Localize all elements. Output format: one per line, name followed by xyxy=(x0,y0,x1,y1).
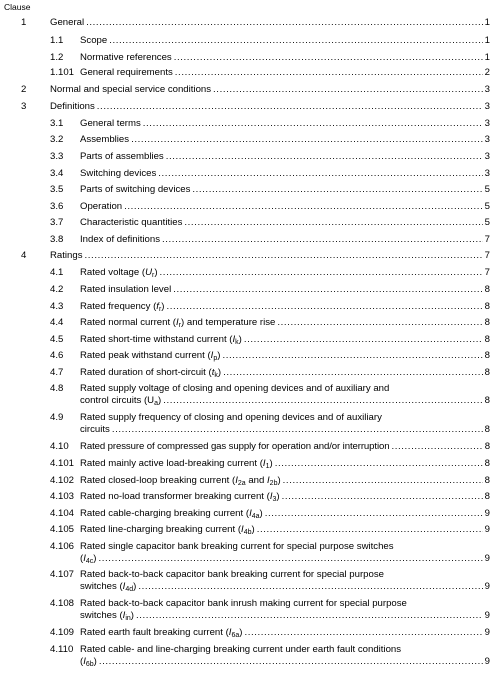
leader-dots xyxy=(138,581,482,593)
toc-entry-page: 9 xyxy=(484,552,490,564)
leader-dots xyxy=(277,317,482,329)
toc-entry-number: 4.108 xyxy=(50,598,75,609)
toc-entry-page: 5 xyxy=(484,201,490,212)
toc-entry-number: 3 xyxy=(21,101,27,112)
toc-entry-number: 1 xyxy=(21,17,27,28)
toc-entry-title: Rated closed-loop breaking current ($I_{2a}$ and $I_{2b}$) xyxy=(80,475,281,487)
leader-dots xyxy=(166,151,483,163)
toc-entry-page: 8 xyxy=(484,491,490,502)
toc-entry-number: 4.9 xyxy=(50,412,64,423)
toc-entry-page: 8 xyxy=(484,441,490,452)
leader-dots xyxy=(265,508,483,520)
leader-dots xyxy=(112,424,483,436)
toc-entry-page: 3 xyxy=(484,134,490,145)
leader-dots xyxy=(163,395,482,407)
toc-entry-page: 1 xyxy=(484,17,490,28)
leader-dots xyxy=(244,334,483,346)
leader-dots xyxy=(283,475,483,487)
toc-entry-title: Rated supply frequency of closing and opening devices and of auxiliary xyxy=(80,412,382,423)
toc-entry-title: Parts of switching devices xyxy=(80,184,191,195)
toc-entry-page: 3 xyxy=(484,118,490,129)
toc-entry-title: Rated cable- and line-charging breaking current under earth fault conditions xyxy=(80,644,402,655)
toc-entry-title: control circuits $(U_a)$ xyxy=(80,394,162,407)
toc-entry-number: 3.7 xyxy=(50,217,64,228)
toc-entry-title: Ratings xyxy=(50,250,83,261)
toc-entry-page: 7 xyxy=(484,234,490,245)
toc-entry-page: 9 xyxy=(484,627,490,638)
toc-entry-number: 4.6 xyxy=(50,350,64,361)
toc-entry-title: Scope xyxy=(80,35,108,46)
toc-entry-page: 3 xyxy=(484,168,490,179)
toc-entry-title: Normal and special service conditions xyxy=(50,84,212,95)
toc-entry-title: $(I_{4c})$ xyxy=(80,552,97,565)
toc-entry-number: 4.104 xyxy=(50,508,75,519)
toc-entry-title: Switching devices xyxy=(80,168,157,179)
toc-entry-page: 5 xyxy=(484,184,490,195)
toc-entry-title: Rated pressure of compressed gas supply for operation and/or interruption xyxy=(80,441,390,452)
toc-entry-page: 7 xyxy=(484,250,490,261)
toc-entry-title: Rated normal current $(I_r)$ and temperature rise xyxy=(80,317,276,329)
toc-entry-number: 4.10 xyxy=(50,441,69,452)
toc-entry-page: 8 xyxy=(484,475,490,486)
toc-entry-number: 4.107 xyxy=(50,569,75,580)
leader-dots xyxy=(244,627,482,639)
leader-dots xyxy=(257,524,483,536)
toc-entry-page: 3 xyxy=(484,151,490,162)
toc-entry-number: 4.4 xyxy=(50,317,64,328)
toc-entry-number: 4.110 xyxy=(50,644,74,655)
leader-dots xyxy=(162,234,483,246)
toc-entry-number: 3.1 xyxy=(50,118,64,129)
toc-entry-number: 3.8 xyxy=(50,234,64,245)
toc-entry-page: 8 xyxy=(484,423,490,435)
toc-entry-page: 5 xyxy=(484,217,490,228)
toc-entry-title: Rated line-charging breaking current $(I_{4b})$ xyxy=(80,524,255,536)
leader-dots xyxy=(223,367,483,379)
toc-entry-title: Rated short-time withstand current $(I_k)$ xyxy=(80,334,242,346)
toc-entry-page: 8 xyxy=(484,394,490,406)
clause-column-header: Clause xyxy=(4,2,31,12)
toc-entry-page: 2 xyxy=(484,67,490,78)
leader-dots xyxy=(97,101,483,113)
toc-entry-number: 4.2 xyxy=(50,284,64,295)
leader-dots xyxy=(124,201,483,213)
toc-entry-title: Characteristic quantities xyxy=(80,217,183,228)
leader-dots xyxy=(192,184,482,196)
toc-entry-title: Rated peak withstand current $(I_p)$ xyxy=(80,350,221,362)
toc-entry-number: 4.105 xyxy=(50,524,75,535)
toc-entry-number: 4.103 xyxy=(50,491,75,502)
toc-entry-number: 4.102 xyxy=(50,475,75,486)
toc-entry-page: 1 xyxy=(484,35,490,46)
toc-entry-page: 9 xyxy=(484,508,490,519)
toc-entry-number: 4.101 xyxy=(50,458,75,469)
leader-dots xyxy=(166,301,482,313)
toc-entry-page: 8 xyxy=(484,350,490,361)
leader-dots xyxy=(282,491,483,503)
toc-entry-page: 9 xyxy=(484,580,490,592)
leader-dots xyxy=(275,458,483,470)
toc-entry-page: 8 xyxy=(484,367,490,378)
toc-entry-title: Rated back-to-back capacitor bank breaking current for special purpose xyxy=(80,569,384,580)
toc-entry-title: Definitions xyxy=(50,101,95,112)
leader-dots xyxy=(143,118,483,130)
leader-dots xyxy=(136,610,483,622)
toc-entry-title: Rated single capacitor bank breaking current for special purpose switches xyxy=(80,541,394,552)
toc-entry-number: 3.4 xyxy=(50,168,64,179)
toc-entry-title: Rated voltage $(U_r)$ xyxy=(80,267,158,279)
toc-entry-number: 4.7 xyxy=(50,367,64,378)
leader-dots xyxy=(131,134,483,146)
toc-entry-number: 3.3 xyxy=(50,151,64,162)
toc-entry-title: circuits xyxy=(80,423,110,435)
toc-entry-title: Rated mainly active load-breaking current $(I_1)$ xyxy=(80,458,273,470)
toc-entry-number: 3.5 xyxy=(50,184,64,195)
toc-entry-page: 8 xyxy=(484,301,490,312)
toc-entry-title: switches $(I_{4d})$ xyxy=(80,580,137,593)
toc-entry-title: Normative references xyxy=(80,52,172,63)
toc-entry-page: 1 xyxy=(484,52,490,63)
toc-entry-page: 8 xyxy=(484,284,490,295)
toc-entry-title: General requirements xyxy=(80,67,173,78)
leader-dots xyxy=(174,52,483,64)
toc-entry-page: 9 xyxy=(484,609,490,621)
toc-entry-number: 4.3 xyxy=(50,301,64,312)
toc-entry-title: Operation xyxy=(80,201,123,212)
toc-entry-title: Rated duration of short-circuit $(t_k)$ xyxy=(80,367,222,379)
toc-entry-number: 1.2 xyxy=(50,52,64,63)
leader-dots xyxy=(184,217,482,229)
toc-entry-page: 8 xyxy=(484,317,490,328)
toc-entry-title: Assemblies xyxy=(80,134,130,145)
leader-dots xyxy=(86,17,483,29)
leader-dots xyxy=(175,67,483,79)
toc-entry-number: 4 xyxy=(21,250,27,261)
toc-entry-title: General terms xyxy=(80,118,141,129)
toc-entry-title: Index of definitions xyxy=(80,234,161,245)
toc-entry-title: General xyxy=(50,17,85,28)
toc-entry-number: 3.6 xyxy=(50,201,64,212)
toc-entry-number: 4.106 xyxy=(50,541,75,552)
leader-dots xyxy=(109,35,482,47)
toc-entry-page: 8 xyxy=(484,334,490,345)
toc-entry-page: 9 xyxy=(484,524,490,535)
leader-dots xyxy=(222,350,482,362)
leader-dots xyxy=(158,168,482,180)
leader-dots xyxy=(213,84,483,96)
toc-entry-title: Rated cable-charging breaking current $(I_{4a})$ xyxy=(80,508,263,520)
toc-entry-page: 7 xyxy=(484,267,490,278)
toc-entry-title: switches $(I_{in})$ xyxy=(80,609,134,622)
toc-entry-number: 4.109 xyxy=(50,627,75,638)
toc-entry-title: Rated earth fault breaking current $(I_{6a})$ xyxy=(80,627,243,639)
toc-entry-number: 2 xyxy=(21,84,27,95)
toc-entry-page: 9 xyxy=(484,655,490,667)
leader-dots xyxy=(391,441,482,453)
leader-dots xyxy=(99,656,483,668)
toc-entry-number: 1.1 xyxy=(50,35,64,46)
toc-entry-number: 4.1 xyxy=(50,267,64,278)
toc-entry-page: 3 xyxy=(484,84,490,95)
toc-entry-title: $(I_{6b})$ xyxy=(80,655,97,668)
leader-dots xyxy=(85,250,483,262)
toc-entry-page: 8 xyxy=(484,458,490,469)
toc-entry-title: Rated supply voltage of closing and opening devices and of auxiliary and xyxy=(80,383,390,394)
toc-entry-number: 4.8 xyxy=(50,383,64,394)
leader-dots xyxy=(98,553,482,565)
toc-entry-title: Rated frequency $(f_r)$ xyxy=(80,301,165,313)
toc-entry-page: 3 xyxy=(484,101,490,112)
leader-dots xyxy=(160,267,483,279)
toc-entry-number: 3.2 xyxy=(50,134,64,145)
leader-dots xyxy=(173,284,482,296)
toc-entry-title: Rated no-load transformer breaking current $(I_3)$ xyxy=(80,491,280,503)
toc-entry-number: 4.5 xyxy=(50,334,64,345)
toc-entry-title: Rated insulation level xyxy=(80,284,172,295)
toc-entry-title: Rated back-to-back capacitor bank inrush making current for special purpose xyxy=(80,598,407,609)
toc-entry-title: Parts of assemblies xyxy=(80,151,164,162)
toc-entry-number: 1.101 xyxy=(50,67,75,78)
